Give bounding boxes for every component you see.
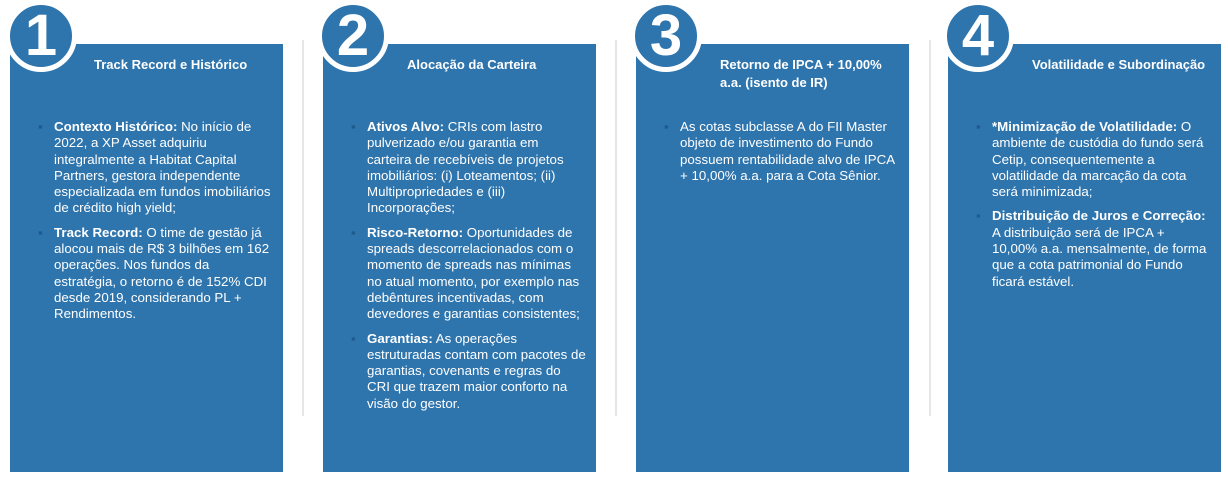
step-number-badge xyxy=(630,0,702,72)
item-text: As operações estruturadas contam com pacotes de garantias, covenants e regras do CRI que trazem maior conforto na visão do gestor. xyxy=(367,330,586,411)
item-text: A distribuição será de IPCA + 10,00% a.a. mensalmente, de forma que a cota patrimonial do Fundo ficará estável. xyxy=(992,224,1207,289)
item-text: O ambiente de custódia do fundo será Cetip, consequentemente a volatilidade da marcação da cota será minimizada; xyxy=(992,119,1204,200)
bullet-icon: ▪ xyxy=(38,119,43,134)
list-item xyxy=(38,225,273,323)
item-text: Oportunidades de spreads descorrelacionados com o momento de spreads nas mínimas no atual momento, por exemplo nas debêntures incentivadas, com devedores e garantias consistentes; xyxy=(367,224,580,322)
divider xyxy=(615,40,617,416)
item-heading: Track Record: xyxy=(54,224,143,240)
list-item xyxy=(38,119,273,217)
list-item xyxy=(351,119,586,217)
card-title: Alocação da Carteira xyxy=(407,57,537,72)
card-list xyxy=(351,119,586,420)
step-number-badge xyxy=(317,0,389,72)
step-number-badge xyxy=(5,0,77,72)
bullet-icon: ▪ xyxy=(38,224,43,240)
item-text: No início de 2022, a XP Asset adquiriu integralmente a Habitat Capital Partners, gestora independente especializada em fundos imobiliários de crédito high yield; xyxy=(54,119,271,216)
step-number: 1 xyxy=(24,3,58,68)
bullet-icon: ▪ xyxy=(976,208,981,224)
item-text: As cotas subclasse A do FII Master objeto de investimento do Fundo possuem rentabilidade alvo de IPCA + 10,00% a.a. para a Cota Sênior. xyxy=(680,119,895,183)
card-alocacao xyxy=(323,44,596,472)
list-item xyxy=(351,225,586,323)
item-heading: Contexto Histórico: xyxy=(54,119,178,134)
item-text: CRIs com lastro pulverizado e/ou garantia em carteira de recebíveis de projetos imobiliários: (i) Loteamentos; (ii) Multipropriedades e (iii) Incorporações; xyxy=(367,119,564,216)
card-list xyxy=(664,119,899,192)
item-heading: Risco-Retorno: xyxy=(367,224,464,240)
list-item xyxy=(351,331,586,412)
step-number: 3 xyxy=(649,3,683,68)
list-item xyxy=(976,208,1211,289)
divider xyxy=(929,40,931,416)
item-heading: *Minimização de Volatilidade: xyxy=(992,119,1178,134)
bullet-icon: ▪ xyxy=(351,330,356,346)
step-number: 4 xyxy=(961,3,995,68)
list-item xyxy=(976,119,1211,200)
card-title: Retorno de IPCA + 10,00% a.a. (isento de IR) xyxy=(720,57,882,90)
bullet-icon: ▪ xyxy=(664,119,669,134)
card-volatilidade xyxy=(948,44,1221,472)
card-retorno xyxy=(636,44,909,472)
item-heading: Garantias: xyxy=(367,330,433,346)
divider xyxy=(302,40,304,416)
card-title: Track Record e Histórico xyxy=(94,57,248,72)
card-track-record xyxy=(10,44,283,472)
item-heading: Distribuição de Juros e Correção: xyxy=(992,208,1206,224)
list-item xyxy=(664,119,899,184)
item-heading: Ativos Alvo: xyxy=(367,119,445,134)
step-number: 2 xyxy=(336,3,370,68)
bullet-icon: ▪ xyxy=(976,119,981,134)
card-title: Volatilidade e Subordinação xyxy=(1032,57,1206,72)
item-text: O time de gestão já alocou mais de R$ 3 bilhões em 162 operações. Nos fundos da estratégia, o retorno é de 152% CDI desde 2019, considerando PL + Rendimentos. xyxy=(54,224,270,322)
card-list xyxy=(976,119,1211,298)
bullet-icon: ▪ xyxy=(351,119,356,134)
bullet-icon: ▪ xyxy=(351,224,356,240)
step-number-badge xyxy=(942,0,1014,72)
card-list xyxy=(38,119,273,331)
